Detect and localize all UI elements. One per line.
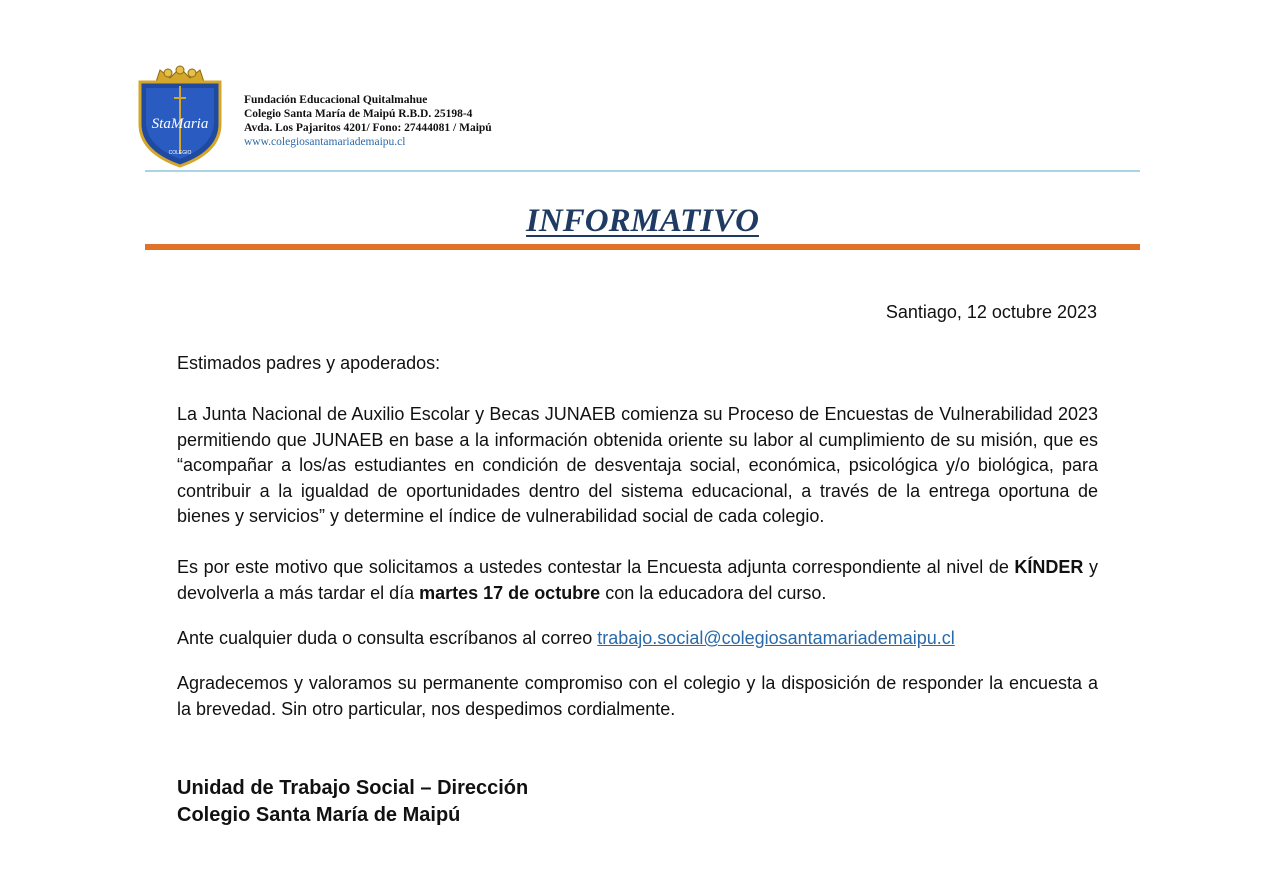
paragraph-closing: Agradecemos y valoramos su permanente compromiso con el colegio y la disposición de responder la encuesta a la brevedad. Sin otro particular, nos despedimos cordialmente.: [177, 673, 1098, 719]
grade-level: KÍNDER: [1014, 557, 1084, 577]
header-foundation: Fundación Educacional Quitalmahue: [244, 94, 428, 106]
greeting: Estimados padres y apoderados:: [177, 353, 441, 373]
signature-unit: Unidad de Trabajo Social – Dirección: [177, 777, 529, 799]
school-header-info: [244, 93, 492, 149]
crest-subtext: COLEGIO: [168, 150, 192, 156]
title-divider: [145, 244, 1140, 250]
email-link[interactable]: trabajo.social@colegiosantamariademaipu.cl: [597, 628, 955, 648]
request-text-3: con la educadora del curso.: [600, 582, 827, 603]
paragraph-contact: [177, 626, 1098, 652]
signature-school: Colegio Santa María de Maipú: [177, 804, 461, 826]
paragraph-intro: La Junta Nacional de Auxilio Escolar y Becas JUNAEB comienza su Proceso de Encuestas de Vulnerabilidad 2023 permitiendo que JUNAEB en base a la información obtenida oriente su labor al cumplimiento de su misión, que es “acompañar a los/as estudiantes en condición de desventaja social, económica, psicológica y/o biológica, para contribuir a la igualdad de oportunidades dentro del sistema educacional, a través de la entrega oportuna de bienes y servicios” y determine el índice de vulnerabilidad social de cada colegio.: [177, 404, 1098, 526]
letter-date: Santiago, 12 octubre 2023: [885, 302, 1097, 322]
paragraph-request: [177, 555, 1098, 606]
crest-text: StaMaria: [151, 116, 209, 132]
header-address: Avda. Los Pajaritos 4201/ Fono: 27444081 / Maipú: [244, 122, 492, 134]
request-text-1: Es por este motivo que solicitamos a ustedes contestar la Encuesta adjunta correspondiente al nivel de: [177, 557, 1015, 577]
header-website-link[interactable]: www.colegiosantamariademaipu.cl: [244, 136, 406, 148]
contact-text: Ante cualquier duda o consulta escríbanos al correo: [177, 628, 598, 648]
request-text-2: y devolverla a más tardar el día: [177, 557, 1098, 603]
school-crest-logo: [134, 64, 226, 168]
page-title: INFORMATIVO: [526, 203, 759, 239]
deadline-date: martes 17 de octubre: [419, 582, 601, 603]
header-school: Colegio Santa María de Maipú R.B.D. 25198-4: [244, 108, 473, 120]
header-divider: [145, 170, 1140, 172]
